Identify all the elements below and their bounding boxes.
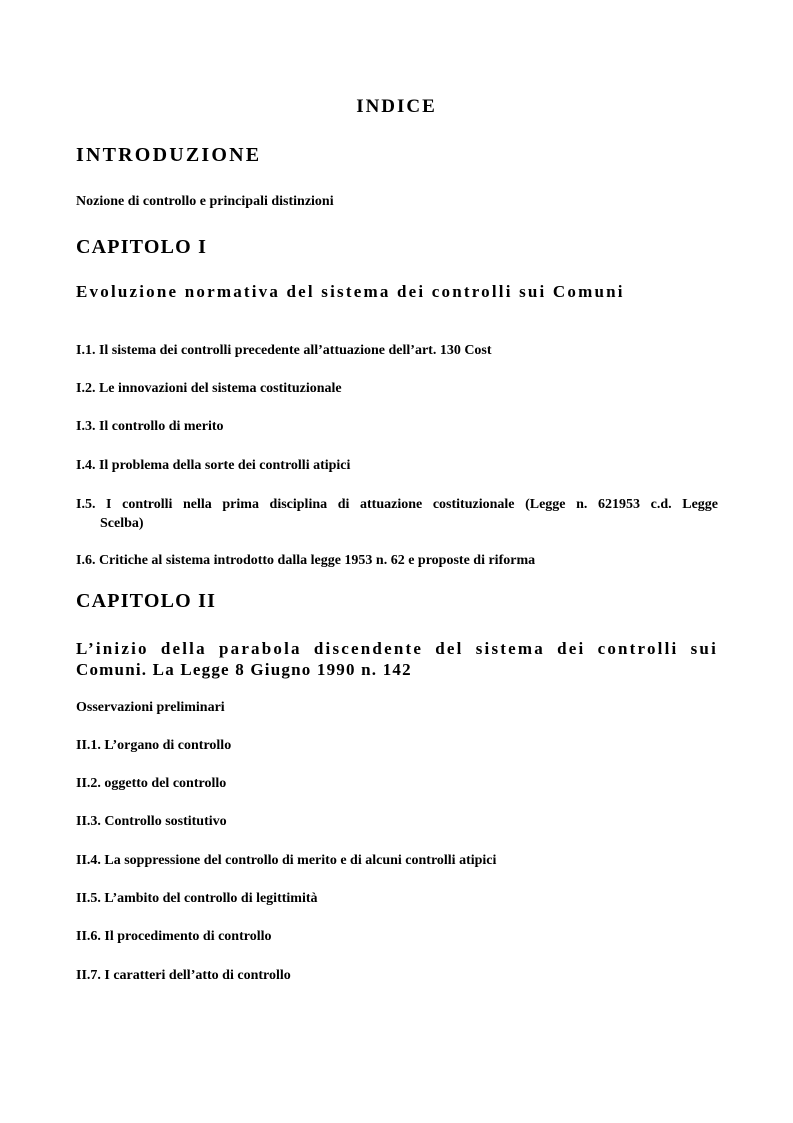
toc-entry-II-7: II.7. I caratteri dell’atto di controllo bbox=[76, 968, 291, 983]
chapter-2-heading: CAPITOLO II bbox=[76, 590, 217, 612]
chapter-1-subtitle: Evoluzione normativa del sistema dei controlli sui Comuni bbox=[76, 282, 625, 301]
page-title: INDICE bbox=[356, 96, 437, 117]
toc-entry-I-2: I.2. Le innovazioni del sistema costituzionale bbox=[76, 381, 342, 396]
toc-entry-I-5 bbox=[76, 495, 718, 533]
introduction-heading: INTRODUZIONE bbox=[76, 144, 262, 166]
chapter-2-subtitle-line-1: L’inizio della parabola discendente del sistema dei controlli sui bbox=[76, 639, 718, 658]
toc-entry-II-1: II.1. L’organo di controllo bbox=[76, 738, 232, 753]
toc-entry-I-5-line-2: Scelba) bbox=[100, 516, 144, 531]
toc-entry-II-2: II.2. oggetto del controllo bbox=[76, 776, 227, 791]
toc-entry-I-4: I.4. Il problema della sorte dei controlli atipici bbox=[76, 458, 351, 473]
toc-entry-I-5-line-1: I.5. I controlli nella prima disciplina di attuazione costituzionale (Legge n. 621953 c.d. Legge bbox=[76, 497, 718, 512]
chapter-1-heading: CAPITOLO I bbox=[76, 236, 208, 258]
introduction-entry: Nozione di controllo e principali distinzioni bbox=[76, 194, 334, 209]
chapter-2-subtitle bbox=[76, 638, 718, 680]
toc-entry-osservazioni: Osservazioni preliminari bbox=[76, 700, 225, 715]
toc-entry-II-6: II.6. Il procedimento di controllo bbox=[76, 929, 272, 944]
toc-entry-II-3: II.3. Controllo sostitutivo bbox=[76, 814, 227, 829]
chapter-2-subtitle-line-2: Comuni. La Legge 8 Giugno 1990 n. 142 bbox=[76, 660, 412, 679]
toc-entry-II-4: II.4. La soppressione del controllo di merito e di alcuni controlli atipici bbox=[76, 853, 497, 868]
toc-entry-II-5: II.5. L’ambito del controllo di legittimità bbox=[76, 891, 318, 906]
toc-entry-I-6: I.6. Critiche al sistema introdotto dalla legge 1953 n. 62 e proposte di riforma bbox=[76, 553, 536, 568]
toc-entry-I-3: I.3. Il controllo di merito bbox=[76, 419, 224, 434]
toc-entry-I-1: I.1. Il sistema dei controlli precedente all’attuazione dell’art. 130 Cost bbox=[76, 343, 492, 358]
